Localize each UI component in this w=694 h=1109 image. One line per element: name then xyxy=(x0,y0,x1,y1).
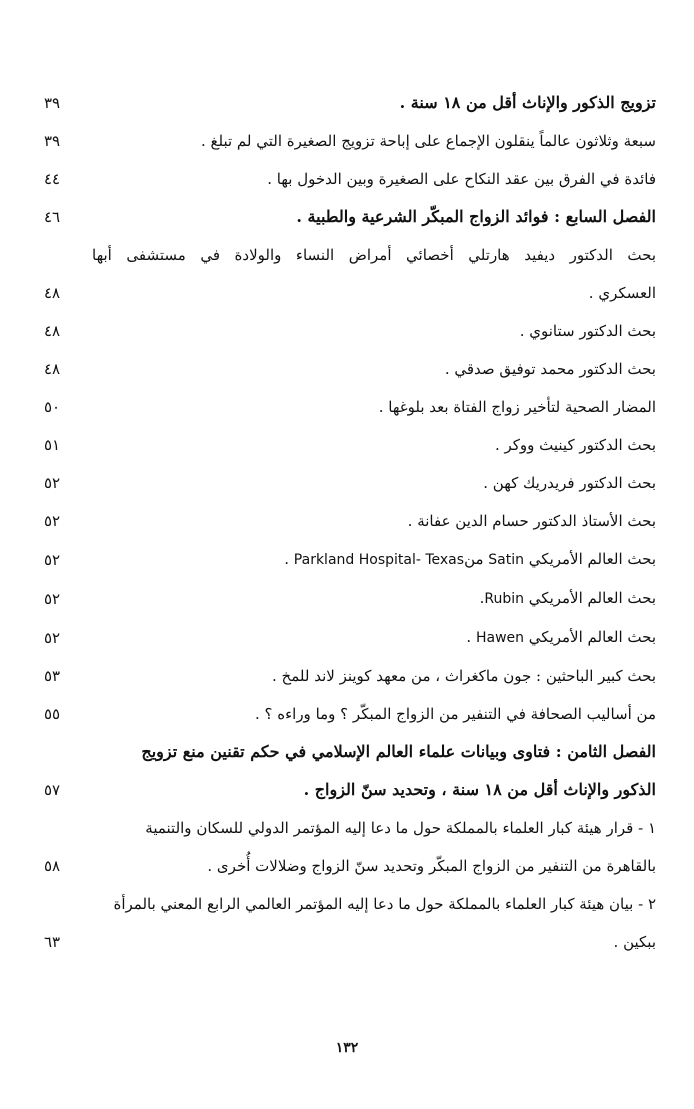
toc-entry-title-line: العسكري . xyxy=(588,284,656,302)
toc-entry-page: ٥٠ xyxy=(44,398,61,416)
toc-entry-title: المضار الصحية لتأخير زواج الفتاة بعد بلوغها . xyxy=(378,398,656,416)
toc-entry-title: بحث كبير الباحثين : جون ماكغراث ، من معهد كوينز لاند للمخ . xyxy=(272,667,656,685)
toc-entry-title-text: من xyxy=(464,550,489,568)
toc-entry-latin-name: Parkland Hospital- Texas xyxy=(293,552,465,568)
toc-entry-title xyxy=(92,733,656,809)
table-of-contents xyxy=(44,84,656,961)
toc-entry xyxy=(44,733,656,809)
toc-entry-title-line: بالقاهرة من التنفير من الزواج المبكّر وتحديد سنّ الزواج وضلالات أُخرى . xyxy=(207,857,656,875)
toc-entry xyxy=(44,160,656,198)
toc-entry xyxy=(44,122,656,160)
toc-entry xyxy=(44,885,656,961)
toc-entry-title: تزويج الذكور والإناث أقل من ١٨ سنة . xyxy=(399,93,656,112)
toc-entry-title-line: ٢ - بيان هيئة كبار العلماء بالمملكة حول ما دعا إليه المؤتمر العالمي الرابع المعني بالمرأة xyxy=(113,895,656,913)
toc-entry-title-line: ببكين . xyxy=(613,933,656,951)
toc-entry-title-text: بحث العالم الأمريكي xyxy=(524,628,656,646)
toc-entry-page: ٤٤ xyxy=(44,170,61,188)
toc-entry-title xyxy=(92,885,656,961)
toc-entry-page: ٤٦ xyxy=(44,208,61,226)
toc-entry-page: ٣٩ xyxy=(44,94,61,112)
page-number: ١٣٢ xyxy=(335,1040,359,1056)
toc-entry xyxy=(44,388,656,426)
toc-entry-title-text: . xyxy=(479,589,485,607)
toc-entry-title: الفصل السابع : فوائد الزواج المبكّر الشرعية والطبية . xyxy=(296,207,656,226)
toc-entry-title: من أساليب الصحافة في التنفير من الزواج المبكّر ؟ وما وراءه ؟ . xyxy=(254,705,656,723)
toc-entry-page: ٥٣ xyxy=(44,667,61,685)
toc-entry-title-line: الذكور والإناث أقل من ١٨ سنة ، وتحديد سنّ الزواج . xyxy=(303,780,656,799)
toc-entry-page: ٥٢ xyxy=(44,512,61,530)
toc-entry-title xyxy=(92,236,656,312)
toc-entry xyxy=(44,579,656,618)
toc-entry-page: ٦٣ xyxy=(44,933,61,951)
toc-entry-title: بحث الدكتور كينيث ووكر . xyxy=(494,436,656,454)
toc-entry-latin-name: Hawen xyxy=(475,630,525,646)
toc-entry-title-text: . xyxy=(466,628,476,646)
toc-entry-title: بحث الدكتور ستانوي . xyxy=(519,322,656,340)
toc-entry xyxy=(44,657,656,695)
toc-entry xyxy=(44,236,656,312)
toc-entry-latin-name: Rubin xyxy=(484,591,525,607)
toc-entry-page: ٣٩ xyxy=(44,132,61,150)
toc-entry-title xyxy=(92,540,656,579)
toc-entry-title: سبعة وثلاثون عالماً ينقلون الإجماع على إباحة تزويج الصغيرة التي لم تبلغ . xyxy=(200,132,656,150)
toc-entry-page: ٤٨ xyxy=(44,360,61,378)
toc-entry-page: ٥٢ xyxy=(44,474,61,492)
toc-entry xyxy=(44,695,656,733)
toc-entry-title-line: ١ - قرار هيئة كبار العلماء بالمملكة حول ما دعا إليه المؤتمر الدولي للسكان والتنمية xyxy=(145,819,656,837)
toc-entry-page: ٥٥ xyxy=(44,705,61,723)
toc-entry-title: بحث الدكتور محمد توفيق صدقي . xyxy=(444,360,656,378)
toc-entry-title-text: بحث العالم الأمريكي xyxy=(524,550,656,568)
toc-entry-latin-name: Satin xyxy=(488,552,525,568)
toc-entry xyxy=(44,464,656,502)
toc-entry-title xyxy=(92,618,656,657)
toc-entry-page: ٤٨ xyxy=(44,284,61,302)
toc-entry xyxy=(44,84,656,122)
toc-entry-title xyxy=(92,579,656,618)
toc-entry-page: ٥٢ xyxy=(44,628,61,647)
toc-entry xyxy=(44,618,656,657)
toc-entry-title-line: الفصل الثامن : فتاوى وبيانات علماء العالم الإسلامي في حكم تقنين منع تزويج xyxy=(141,742,656,761)
toc-entry xyxy=(44,312,656,350)
toc-entry-page: ٤٨ xyxy=(44,322,61,340)
toc-entry-page: ٥٨ xyxy=(44,857,61,875)
toc-entry xyxy=(44,540,656,579)
toc-entry-title-text: . xyxy=(284,550,294,568)
toc-entry-page: ٥٢ xyxy=(44,589,61,608)
toc-entry xyxy=(44,350,656,388)
toc-entry xyxy=(44,426,656,464)
toc-entry-page: ٥١ xyxy=(44,436,61,454)
toc-entry-title: فائدة في الفرق بين عقد النكاح على الصغيرة وبين الدخول بها . xyxy=(267,170,656,188)
toc-entry-title: بحث الأستاذ الدكتور حسام الدين عفانة . xyxy=(407,512,656,530)
toc-entry-title-line: بحث الدكتور ديفيد هارتلي أخصائي أمراض النساء والولادة في مستشفى أبها xyxy=(92,246,656,264)
toc-entry-title: بحث الدكتور فريدريك كهن . xyxy=(483,474,656,492)
toc-entry-title-text: بحث العالم الأمريكي xyxy=(524,589,656,607)
toc-entry xyxy=(44,198,656,236)
toc-entry-title xyxy=(92,809,656,885)
toc-entry xyxy=(44,809,656,885)
toc-entry-page: ٥٢ xyxy=(44,550,61,569)
toc-entry-page: ٥٧ xyxy=(44,781,61,799)
toc-entry xyxy=(44,502,656,540)
